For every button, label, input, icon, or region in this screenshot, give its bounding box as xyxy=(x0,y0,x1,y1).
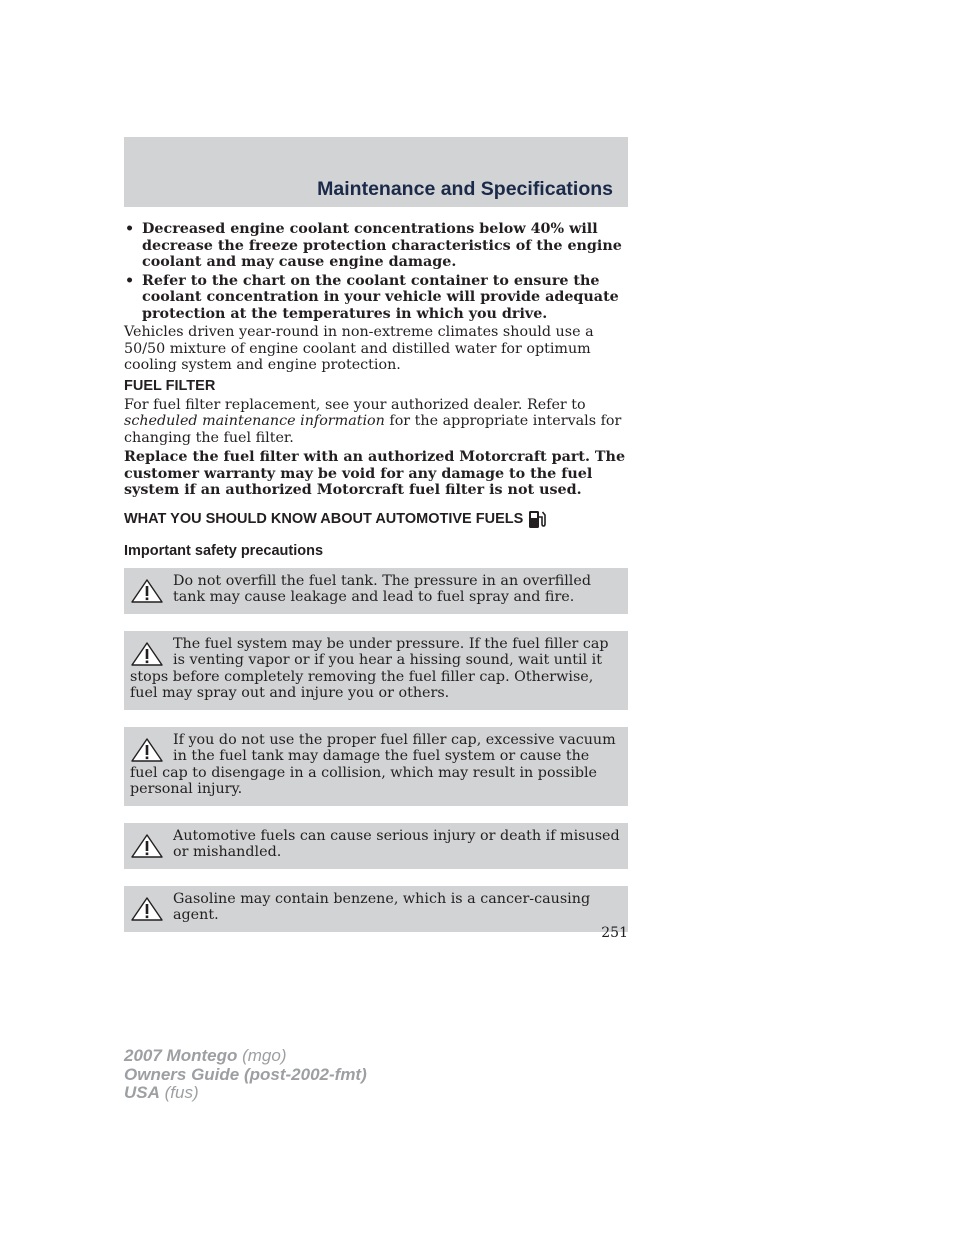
warning-text: If you do not use the proper fuel filler cap, excessive vacuum in the fuel tank may damage the fuel system or cause the fuel cap to disengage in a collision, which may result in possible personal injury. xyxy=(130,731,616,797)
coolant-paragraph: Vehicles driven year-round in non-extreme climates should use a 50/50 mixture of engine coolant and distilled water for optimum cooling system and engine protection. xyxy=(124,324,594,373)
footer-line xyxy=(124,1084,367,1103)
fuels-heading: WHAT YOU SHOULD KNOW ABOUT AUTOMOTIVE FUELS xyxy=(124,510,524,527)
maintenance-reference: scheduled maintenance information xyxy=(124,413,385,429)
warning-box xyxy=(124,886,628,932)
fuels-heading-row xyxy=(124,509,628,529)
warning-text: Gasoline may contain benzene, which is a cancer-causing agent. xyxy=(173,890,591,923)
section-title: Maintenance and Specifications xyxy=(317,178,613,200)
page xyxy=(124,137,628,949)
warning-triangle-icon xyxy=(130,641,164,667)
fuel-filter-warning-paragraph: Replace the fuel filter with an authorized Motorcraft part. The customer warranty may be void for any damage to the fuel system if an authorized Motorcraft fuel filter is not used. xyxy=(124,449,626,498)
section-header xyxy=(124,137,628,207)
footer-model: 2007 Montego xyxy=(124,1046,238,1065)
text-run: For fuel filter replacement, see your authorized dealer. Refer to xyxy=(124,396,586,413)
bullet-item: • Decreased engine coolant concentrations below 40% will decrease the freeze protection characteristics of the engine coolant and may cause engine damage. xyxy=(124,221,628,271)
footer-model-code: (mgo) xyxy=(237,1046,287,1065)
warning-text: The fuel system may be under pressure. If the fuel filler cap is venting vapor or if you hear a hissing sound, wait until it stops before completely removing the fuel filler cap. Otherwise, fuel may spray out and injure you or others. xyxy=(130,635,609,701)
warning-triangle-icon xyxy=(130,737,164,763)
fuel-filter-paragraph xyxy=(124,397,628,447)
warning-triangle-icon xyxy=(130,833,164,859)
document-footer xyxy=(124,1047,367,1103)
warning-box xyxy=(124,568,628,614)
coolant-bullet-list xyxy=(124,221,628,322)
footer-line xyxy=(124,1047,367,1066)
warning-box xyxy=(124,727,628,806)
footer-region: USA xyxy=(124,1083,160,1102)
fuel-filter-heading: FUEL FILTER xyxy=(124,377,216,394)
warning-box xyxy=(124,823,628,869)
text-run: for the appropriate intervals for changing the fuel filter. xyxy=(124,413,622,446)
bullet-item: • Refer to the chart on the coolant container to ensure the coolant concentration in your vehicle will provide adequate protection at the temperatures in which you drive. xyxy=(124,273,628,323)
warning-box xyxy=(124,631,628,710)
safety-subheading: Important safety precautions xyxy=(124,542,324,559)
warning-triangle-icon xyxy=(130,896,164,922)
footer-guide: Owners Guide (post-2002-fmt) xyxy=(124,1064,367,1084)
footer-region-code: (fus) xyxy=(159,1083,199,1102)
warning-text: Automotive fuels can cause serious injury or death if misused or mishandled. xyxy=(173,827,620,860)
footer-line xyxy=(124,1066,367,1085)
fuel-pump-icon xyxy=(528,509,546,529)
warning-text: Do not overfill the fuel tank. The pressure in an overfilled tank may cause leakage and lead to fuel spray and fire. xyxy=(173,572,591,605)
page-number: 251 xyxy=(601,925,628,941)
warning-triangle-icon xyxy=(130,578,164,604)
